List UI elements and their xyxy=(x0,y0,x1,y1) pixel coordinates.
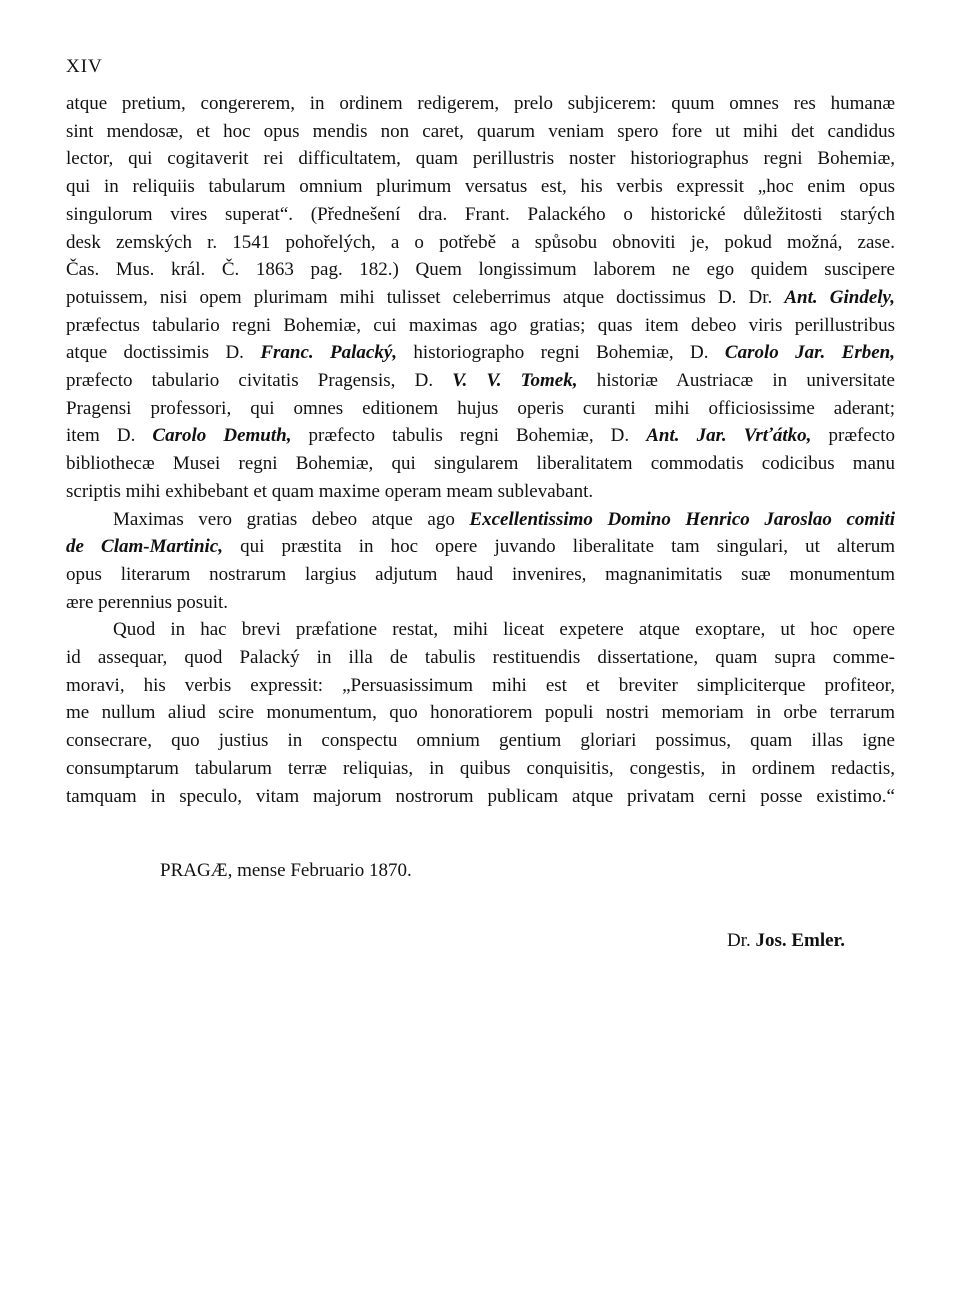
text-segment: scriptis mihi exhibebant et quam maxime operam meam sublevabant. xyxy=(66,480,594,502)
text-line xyxy=(66,313,895,339)
text-line xyxy=(66,673,895,699)
text-line xyxy=(113,617,895,643)
text-segment: sint mendosæ, et hoc opus mendis non caret, quarum veniam spero fore ut mihi det candidus xyxy=(66,120,895,142)
text-line xyxy=(66,257,895,283)
text-segment: consecrare, quo justius in conspectu omnium gentium gloriari possimus, quam illas igne xyxy=(66,730,895,752)
text-segment: singulorum vires superat“. (Přednešení dra. Frant. Palackého o historické důležitosti starých xyxy=(66,203,895,225)
text-line xyxy=(66,368,895,394)
text-line xyxy=(66,756,895,782)
text-line xyxy=(66,174,895,200)
signature-prefix: Dr. xyxy=(726,930,751,951)
text-segment: bibliothecæ Musei regni Bohemiæ, qui singularem liberalitatem commodatis codicibus manu xyxy=(66,453,895,475)
text-line xyxy=(66,534,895,560)
page-number: XIV xyxy=(66,56,103,77)
name-emphasis: Ant. Gindely, xyxy=(784,286,896,308)
text-segment: historiæ Austriacæ in universitate xyxy=(577,370,895,391)
text-line xyxy=(66,202,895,228)
text-segment: moravi, his verbis expressit: „Persuasissimum mihi est et breviter simpliciterque profiteor, xyxy=(66,674,895,696)
text-segment: opus literarum nostrarum largius adjutum haud invenires, magnanimitatis suæ monumentum xyxy=(66,563,895,585)
name-emphasis: V. V. Tomek, xyxy=(452,370,578,391)
name-emphasis: Carolo Demuth, xyxy=(152,425,292,447)
signature xyxy=(727,930,845,952)
text-segment: lector, qui cogitaverit rei difficultatem, quam perillustris noster historiographus regni Bohemiæ, xyxy=(66,148,895,170)
text-segment: præfecto tabulis regni Bohemiæ, D. xyxy=(291,425,647,447)
name-emphasis: Ant. Jar. Vrťátko, xyxy=(646,425,812,447)
name-emphasis: de Clam-Martinic, xyxy=(66,536,223,558)
text-line xyxy=(66,285,895,311)
text-line xyxy=(66,230,895,256)
text-segment: consumptarum tabularum terræ reliquias, in quibus conquisitis, congestis, in ordinem redactis, xyxy=(66,757,895,779)
text-segment: potuissem, nisi opem plurimam mihi tulisset celeberrimus atque doctissimus D. Dr. xyxy=(66,286,785,308)
text-segment: Čas. Mus. král. Č. 1863 pag. 182.) Quem longissimum laborem ne ego quidem suscipere xyxy=(66,259,895,281)
name-emphasis: Excellentissimo Domino Henrico Jaroslao comiti xyxy=(469,508,895,530)
text-segment: desk zemských r. 1541 pohořelých, a o potřebě a spůsobu obnoviti je, pokud možná, zase. xyxy=(66,231,895,253)
name-emphasis: Carolo Jar. Erben, xyxy=(724,342,895,364)
text-segment: id assequar, quod Palacký in illa de tabulis restituendis dissertatione, quam supra comme- xyxy=(66,647,895,668)
text-segment: historiographo regni Bohemiæ, D. xyxy=(397,342,725,364)
text-line xyxy=(66,119,895,145)
text-segment: item D. xyxy=(66,425,153,447)
signature-name: Jos. Emler. xyxy=(755,930,845,951)
text-segment: qui præstita in hoc opere juvando liberalitate tam singulari, ut alterum xyxy=(222,536,895,558)
date-line: PRAGÆ, mense Februario 1870. xyxy=(160,860,412,881)
text-line xyxy=(66,562,895,588)
text-segment: Pragensi professori, qui omnes editionem hujus operis curanti mihi officiosissime aderant; xyxy=(66,397,895,419)
text-segment: Maximas vero gratias debeo atque ago xyxy=(113,508,470,530)
text-segment: tamquam in speculo, vitam majorum nostrorum publicam atque privatam cerni posse existimo.“ xyxy=(66,785,895,807)
name-emphasis: Franc. Palacký, xyxy=(260,342,398,364)
text-segment: atque doctissimis D. xyxy=(66,342,261,364)
text-line xyxy=(113,507,895,533)
text-line xyxy=(66,423,895,449)
text-segment: præfecto xyxy=(811,425,895,447)
text-line xyxy=(66,340,895,366)
text-segment: qui in reliquiis tabularum omnium plurimum versatus est, his verbis expressit „hoc enim opus xyxy=(66,176,895,198)
text-line xyxy=(66,146,895,172)
text-segment: ære perennius posuit. xyxy=(66,591,229,613)
text-segment: præfecto tabulario civitatis Pragensis, D. xyxy=(66,370,453,391)
text-segment: Quod in hac brevi præfatione restat, mihi liceat expetere atque exoptare, ut hoc opere xyxy=(113,619,895,641)
text-segment: atque pretium, congererem, in ordinem redigerem, prelo subjicerem: quum omnes res humanæ xyxy=(66,93,895,114)
text-segment: præfectus tabulario regni Bohemiæ, cui maximas ago gratias; quas item debeo viris perillustribus xyxy=(66,314,895,336)
text-line xyxy=(66,728,895,754)
text-line xyxy=(66,700,895,726)
text-line xyxy=(66,479,895,505)
text-line xyxy=(66,784,895,810)
text-line xyxy=(66,396,895,422)
text-segment: me nullum aliud scire monumentum, quo honoratiorem populi nostri memoriam in orbe terrarum xyxy=(66,702,895,724)
text-line xyxy=(66,91,895,117)
text-line xyxy=(66,451,895,477)
text-line xyxy=(66,645,895,671)
text-line xyxy=(66,590,895,616)
